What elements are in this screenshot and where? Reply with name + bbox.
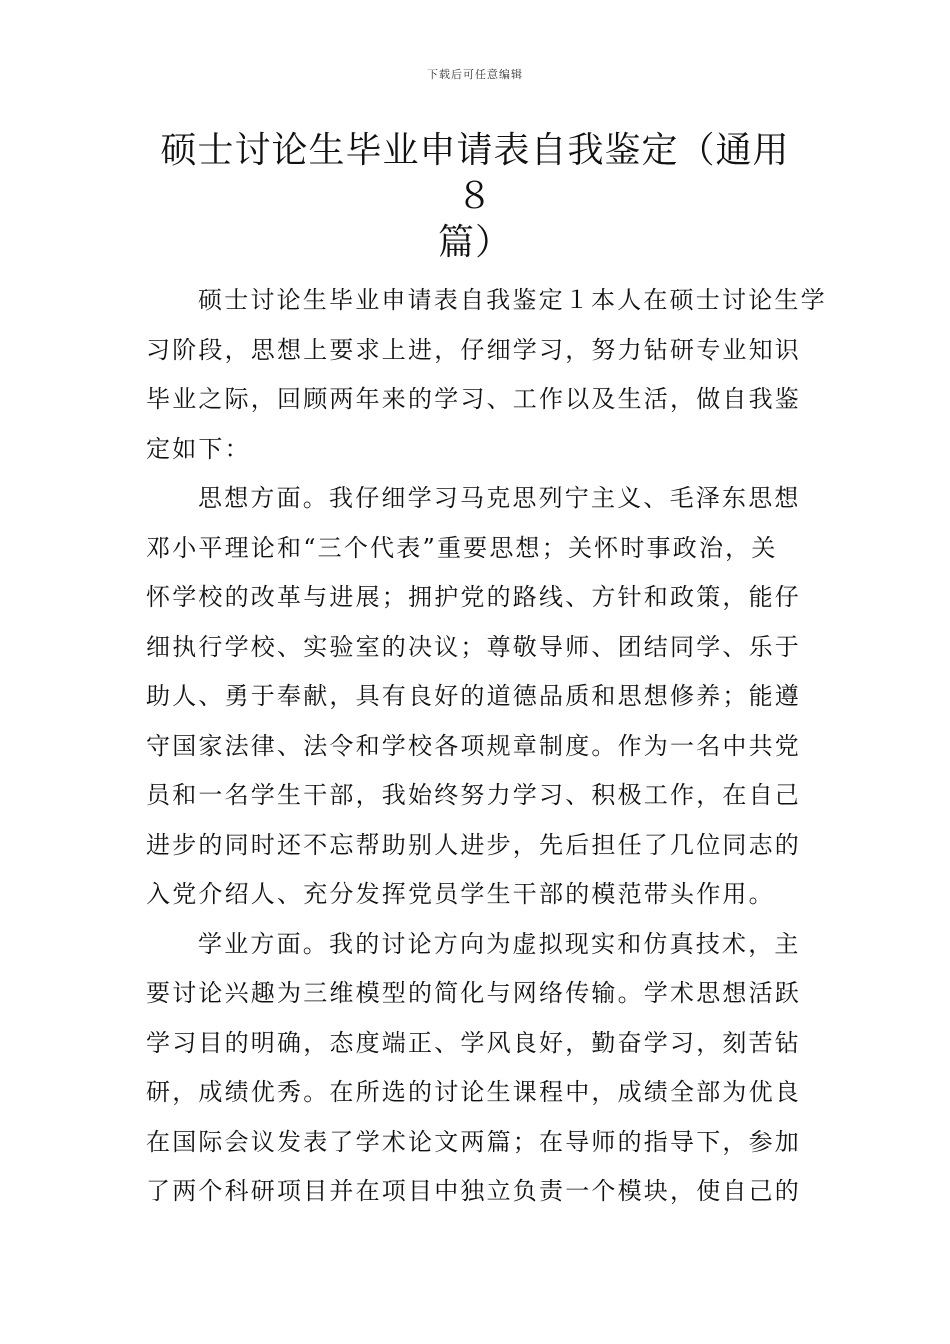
document-body <box>146 276 827 1217</box>
text-line: 入党介绍人、充分发挥党员学生干部的模范带头作用。 <box>146 880 775 908</box>
text-line: 习阶段，思想上要求上进，仔细学习，努力钻研专业知识 <box>146 335 801 364</box>
text-line: 员和一名学生干部，我始终努力学习、积极工作，在自己 <box>146 781 801 809</box>
header-note: 下载后可任意编辑 <box>427 68 523 81</box>
text-line: 了两个科研项目并在项目中独立负责一个模块，使自己的 <box>146 1177 801 1205</box>
text-line: 进步的同时还不忘帮助别人进步，先后担任了几位同志的 <box>146 830 801 859</box>
title-line-1: 硕士讨论生毕业申请表自我鉴定（通用８ <box>160 130 790 217</box>
text-line: 细执行学校、实验室的决议；尊敬导师、团结同学、乐于 <box>146 632 801 661</box>
text-line: 守国家法律、法令和学校各项规章制度。作为一名中共党 <box>146 731 801 760</box>
text-line: 助人、勇于奉献，具有良好的道德品质和思想修养；能遵 <box>146 682 801 710</box>
document-title <box>150 128 800 266</box>
text-line: 定如下： <box>146 434 251 463</box>
text-line: 毕业之际，回顾两年来的学习、工作以及生活，做自我鉴 <box>146 385 801 413</box>
text-line: 在国际会议发表了学术论文两篇；在导师的指导下，参加 <box>146 1127 801 1156</box>
text-line: 硕士讨论生毕业申请表自我鉴定１本人在硕士讨论生学 <box>198 286 827 314</box>
text-line: 学业方面。我的讨论方向为虚拟现实和仿真技术，主 <box>198 929 801 958</box>
text-line: 要讨论兴趣为三维模型的简化与网络传输。学术思想活跃 <box>146 979 801 1007</box>
title-line-2: 篇） <box>437 222 512 263</box>
text-line: 邓小平理论和“三个代表”重要思想；关怀时事政治，关 <box>146 533 778 562</box>
text-line: 思想方面。我仔细学习马克思列宁主义、毛泽东思想 <box>198 484 801 512</box>
text-line: 怀学校的改革与进展；拥护党的路线、方针和政策，能仔 <box>146 583 801 611</box>
text-line: 学习目的明确，态度端正、学风良好，勤奋学习，刻苦钻 <box>146 1028 801 1057</box>
text-line: 研，成绩优秀。在所选的讨论生课程中，成绩全部为优良 <box>146 1078 801 1106</box>
